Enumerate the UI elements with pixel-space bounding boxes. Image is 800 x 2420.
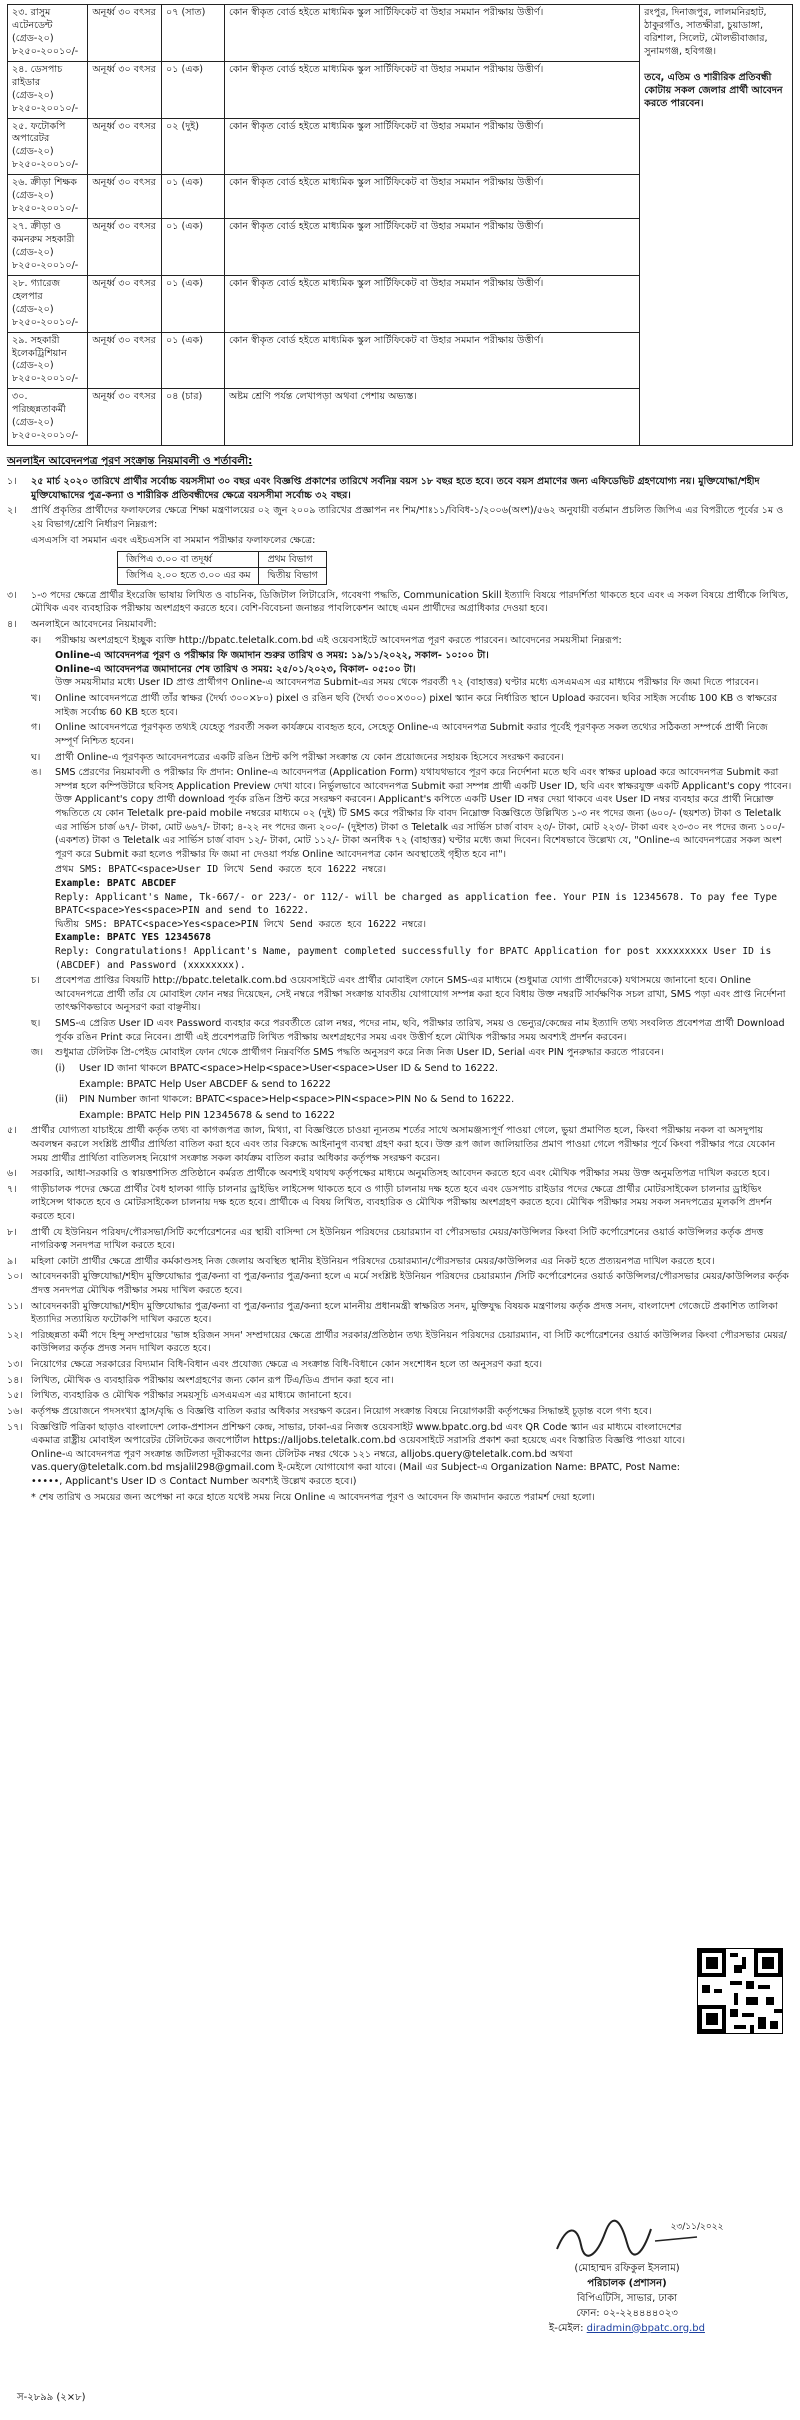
sms-2-label: দ্বিতীয় SMS: BPATC<space>Yes<space>PIN লিখে Send করতে হবে 16222 নম্বরে। [55,918,427,930]
post-age-limit: অনূর্ধ্ব ৩০ বৎসর [88,5,162,62]
sms-1-example: Example: BPATC ABCDEF [55,877,177,889]
division-cell: দ্বিতীয় বিভাগ [259,568,326,584]
rule-7: গাড়ীচালক পদের ক্ষেত্রে প্রার্থীর বৈধ হালকা গাড়ি চালনার ড্রাইভিং লাইসেন্স থাকতে হবে ও গাড়ী চালনায় দক্ষ হতে হবে এবং ডেসপাচ রাইডার পদের ক্ষেত্রে প্রার্থীর মোটরসাইকেল চালনার ড্রাইভিং লাইসেন্স থাকতে হবে ও মোটরসাইকেল চালনায় দক্ষ হতে হবে। প্রার্থীকে এ বিষয় লিখিত, ব্যবহারিক ও মৌখিক পরীক্ষায় অংশগ্রহণ করতে হবে। মৌখিক পরীক্ষার সময় সকল সনদপত্রের মূলকপি প্রদর্শন করতে হবে। [31,1183,772,1222]
signatory-designation: পরিচালক (প্রশাসন) [587,2277,667,2289]
rule-4a: পরীক্ষায় অংশগ্রহণে ইচ্ছুক ব্যক্তি http://bpatc.teletalk.com.bd এই ওয়েবসাইটে আবেদনপত্র পূরণ করতে পারবেন। আবেদনের সময়সীমা নিম্নরূপ: [55,634,622,646]
post-qualification: কোন স্বীকৃত বোর্ড হইতে মাধ্যমিক স্কুল সার্টিফিকেট বা উহার সমমান পরীক্ষায় উত্তীর্ণ। [224,332,639,389]
post-age-limit: অনূর্ধ্ব ৩০ বৎসর [88,61,162,118]
post-count: ০১ (এক) [161,275,224,332]
post-qualification: অষ্টম শ্রেণি পর্যন্ত লেখাপড়া অথবা পেশায় অভ্যস্ত। [224,389,639,446]
signatory-phone: ফোন: ০২-২২৪৪৪৪০২৩ [576,2307,678,2319]
rule-16: কর্তৃপক্ষ প্রয়োজনে পদসংখ্যা হ্রাস/বৃদ্ধি ও বিজ্ঞপ্তি বাতিল করার অধিকার সংরক্ষণ করেন। নিয়োগ সংক্রান্ত বিষয়ে নিয়োগকারী কর্তৃপক্ষের সিদ্ধান্তই চূড়ান্ত বলে গণ্য হবে। [31,1405,652,1417]
post-count: ০১ (এক) [161,219,224,276]
gpa-cell: জিপিএ ২.০০ হতে ৩.০০ এর কম [118,568,259,584]
recover-pin: PIN Number জানা থাকলে: BPATC<space>Help<space>PIN<space>PIN No & Send to 16222. [79,1094,515,1106]
post-count: ০১ (এক) [161,61,224,118]
post-count: ০১ (এক) [161,175,224,219]
post-age-limit: অনূর্ধ্ব ৩০ বৎসর [88,275,162,332]
rule-2b: এসএসসি বা সমমান এবং এইচএসসি বা সমমান পরীক্ষার ফলাফলের ক্ষেত্রে: [31,534,316,546]
signatory-name: (মোহাম্মদ রফিকুল ইসলাম) [574,2262,680,2274]
post-serial: ২৭. ক্রীড়া ও কমনরুম সহকারী (গ্রেড-২০) ৮২৫০-২০০১০/- [8,219,88,276]
email-label: ই-মেইল: [549,2322,584,2334]
rule-10: আবেদনকারী মুক্তিযোদ্ধা/শহীদ মুক্তিযোদ্ধার পুত্র/কন্যা বা পুত্র/কন্যার পুত্র/কন্যা হলে এ মর্মে সংশ্লিষ্ট ইউনিয়ন পরিষদের চেয়ারম্যান /সিটি কর্পোরেশনের ওয়ার্ড কাউন্সিলর/পৌরসভার মেয়র/কাউন্সিলর কর্তৃক প্রদত্ত সনদপত্র মৌখিক পরীক্ষার সময় দাখিল করতে হবে। [31,1271,789,1297]
rule-13: নিয়োগের ক্ষেত্রে সরকারের বিদ্যমান বিধি-বিধান এবং প্রযোজ্য ক্ষেত্রে এ সংক্রান্ত বিধি-বিধানে কোন সংশোধন হলে তা অনুসরণ করা হবে। [31,1359,543,1371]
post-serial: ২৫. ফটোকপি অপারেটর (গ্রেড-২০) ৮২৫০-২০০১০/- [8,118,88,175]
post-serial: ২৯. সহকারী ইলেকট্রিশিয়ান (গ্রেড-২০) ৮২৫০-২০০১০/- [8,332,88,389]
sms-1-reply: Reply: Applicant's Name, Tk-667/- or 223/- or 112/- will be charged as application fee. Your PIN is 12345678. To pay fee Type BPATC<space>Yes<space>PIN and send to 16222. [55,891,777,917]
sms-2-reply: Reply: Congratulations! Applicant's Name, payment completed successfully for BPATC Application for post xxxxxxxxx User ID is (ABCDEF) and Password (xxxxxxxx). [55,946,772,971]
rule-4h: শুধুমাত্র টেলিটক প্রি-পেইড মোবাইল ফোন থেকে প্রার্থীগণ নিম্নবর্ণিত SMS পদ্ধতি অনুসরণ করে নিজ নিজ User ID, Serial এবং PIN পুনরুদ্ধার করতে পারবেন। [55,1047,664,1059]
post-serial: ২৬. ক্রীড়া শিক্ষক (গ্রেড-২০) ৮২৫০-২০০১০/- [8,175,88,219]
rule-17: বিজ্ঞপ্তিটি পত্রিকা ছাড়াও বাংলাদেশ লোক-প্রশাসন প্রশিক্ষণ কেন্দ্র, সাভার, ঢাকা-এর নিজস্ব ওয়েবসাইট www.bpatc.org.bd এবং QR Code স্ক্যান এর মাধ্যমে বাংলাদেশের একমাত্র রাষ্ট্রীয় মোবাইল অপারেটর টেলিটকের জবপোর্টাল https://alljobs.teletalk.com.bd ওয়েবসাইটে সরাসরি প্রকাশ করা হয়েছে এবং বিস্তারিত বিজ্ঞপ্তি পাওয়া যাবে। Online-এ আবেদনপত্র পূরণ সংক্রান্ত জটিলতা দূরীকরণের জন্য টেলিটক নম্বর থেকে ১২১ নম্বরে, alljobs.query@teletalk.com.bd অথবা vas.query@teletalk.com.bd msjalil298@gmail.com ই-মেইলে যোগাযোগ করা যাবে। (Mail এর Subject-এ Organization Name: BPATC, Post Name: •••••, Applicant's User ID ও Contact Number অবশ্যই উল্লেখ করতে হবে।) [31,1421,686,1487]
email-link[interactable]: diradmin@bpatc.org.bd [586,2322,705,2334]
post-qualification: কোন স্বীকৃত বোর্ড হইতে মাধ্যমিক স্কুল সার্টিফিকেট বা উহার সমমান পরীক্ষায় উত্তীর্ণ। [224,118,639,175]
division-cell: প্রথম বিভাগ [259,552,326,568]
post-age-limit: অনূর্ধ্ব ৩০ বৎসর [88,332,162,389]
post-count: ০২ (দুই) [161,118,224,175]
post-age-limit: অনূর্ধ্ব ৩০ বৎসর [88,389,162,446]
rule-6: সরকারি, আধা-সরকারি ও স্বায়ত্তশাসিত প্রতিষ্ঠানে কর্মরত প্রার্থীকে অবশ্যই যথাযথ কর্তৃপক্ষের মাধ্যমে অনুমতিসহ আবেদন করতে হবে এবং মৌখিক পরীক্ষার সময় উক্ত অনুমতিপত্র দাখিল করতে হবে। [31,1168,770,1180]
rule-9: মহিলা কোটা প্রার্থীর ক্ষেত্রে প্রার্থীর কর্মকাণ্ডসহ নিজ জেলায় অবস্থিত স্থানীয় ইউনিয়ন পরিষদের চেয়ারম্যান/পৌরসভার মেয়র/কাউন্সিলর এর নিকট হতে প্রত্যয়নপত্র দাখিল করতে হবে। [31,1255,715,1267]
qr-code-image [697,1948,783,2034]
rule-4a-start: Online-এ আবেদনপত্র পূরণ ও পরীক্ষার ফি জমাদান শুরুর তারিখ ও সময়: ১৯/১১/২০২২, সকাল- ১০:০০ টা। [55,650,489,662]
rules-heading: অনলাইন আবেদনপত্র পূরণ সংক্রান্ত নিয়মাবলী ও শর্তাবলী: [7,455,253,468]
signature-block [477,2215,777,2336]
post-qualification: কোন স্বীকৃত বোর্ড হইতে মাধ্যমিক স্কুল সার্টিফিকেট বা উহার সমমান পরীক্ষায় উত্তীর্ণ। [224,175,639,219]
rule-4a-note: উক্ত সময়সীমার মধ্যে User ID প্রাপ্ত প্রার্থীগণ Online-এ আবেদনপত্র Submit-এর সময় থেকে পরবর্তী ৭২ (বাহাত্তর) ঘণ্টার মধ্যে এসএমএস এর মাধ্যমে পরীক্ষার ফি জমা দিতে পারবেন। [55,677,759,689]
post-age-limit: অনূর্ধ্ব ৩০ বৎসর [88,118,162,175]
rule-14: লিখিত, মৌখিক ও ব্যবহারিক পরীক্ষায় অংশগ্রহণের জন্য কোন রূপ টিএ/ডিএ প্রদান করা হবে না। [31,1374,394,1386]
post-count: ০৭ (সাত) [161,5,224,62]
sms-2-example: Example: BPATC YES 12345678 [55,932,211,944]
post-qualification: কোন স্বীকৃত বোর্ড হইতে মাধ্যমিক স্কুল সার্টিফিকেট বা উহার সমমান পরীক্ষায় উত্তীর্ণ। [224,219,639,276]
sms-1-label: প্রথম SMS: BPATC<space>User ID লিখে Send করতে হবে 16222 নম্বরে। [55,864,387,876]
recover-pin-example: Example: BPATC Help PIN 12345678 & send to 16222 [79,1109,336,1121]
post-count: ০১ (এক) [161,332,224,389]
rule-17-note: * শেষ তারিখ ও সময়ের জন্য অপেক্ষা না করে হাতে যথেষ্ট সময় নিয়ে Online এ আবেদনপত্র পূরণ ও আবেদন ফি জমাদান করতে পরামর্শ দেয়া হলো। [31,1491,595,1503]
rule-4-heading: অনলাইনে আবেদনের নিয়মাবলী: [31,619,157,631]
gpa-cell: জিপিএ ৩.০০ বা তদূর্ধ্ব [118,552,259,568]
recover-user-id-example: Example: BPATC Help User ABCDEF & send to 16222 [79,1078,331,1090]
post-serial: ২৩. রাসুম এটেনডেন্ট (গ্রেড-২০) ৮২৫০-২০০১০/- [8,5,88,62]
recover-user-id: User ID জানা থাকলে BPATC<space>Help<space>User<space>User ID & Send to 16222. [79,1062,499,1074]
post-age-limit: অনূর্ধ্ব ৩০ বৎসর [88,219,162,276]
post-serial: ২৮. গ্যারেজ হেলপার (গ্রেড-২০) ৮২৫০-২০০১০/- [8,275,88,332]
post-serial: ৩০. পরিচ্ছন্নতাকর্মী (গ্রেড-২০) ৮২৫০-২০০১০/- [8,389,88,446]
notice-page: ২৩. রাসুম এটেনডেন্ট (গ্রেড-২০) ৮২৫০-২০০১০/- অনূর্ধ্ব ৩০ বৎসর ০৭ (সাত) কোন স্বীকৃত বোর্ড হইতে মাধ্যমিক স্কুল সার্টিফিকেট বা উহার সমমান পরীক্ষায় উত্তীর্ণ। রংপুর, দিনাজপুর, লালমনিরহাট, ঠাকুরগাঁও, সাতক্ষীরা, চুয়াডাঙ্গা, বরিশাল, সিলেট, মৌলভীবাজার, সুনামগঞ্জ, হবিগঞ্জ। তবে, এতিম ও শারীরিক প্রতিবন্ধী কোটায় সকল জেলার প্রার্থী আবেদন করতে পারবেন। ২৪. ডেসপাচ রাইডার (গ্রেড-২০) ৮২৫০-২০০১০/- অনূর্ধ্ব ৩০ বৎসর ০১ (এক) কোন স্বীকৃত বোর্ড হইতে মাধ্যমিক স্কুল সার্টিফিকেট বা উহার সমমান পরীক্ষায় উত্তীর্ণ। ২৫. ফটোকপি অপারেটর (গ্রেড-২০) ৮২৫০-২০০১০/- অনূর্ধ্ব ৩০ বৎসর ০২ (দুই) কোন স্বীকৃত বোর্ড হইতে মাধ্যমিক স্কুল সার্টিফিকেট বা উহার সমমান পরীক্ষায় উত্তীর্ণ। ২৬. ক্রীড়া শিক্ষক (গ্রেড-২০) ৮২৫০-২০০১০/- অনূর্ধ্ব ৩০ বৎসর ০১ (এক) কোন স্বীকৃত বোর্ড হইতে মাধ্যমিক স্কুল সার্টিফিকেট বা উহার সমমান পরীক্ষায় উত্তীর্ণ। ২৭. ক্রীড়া ও কমনরুম সহকারী (গ্রেড-২০) ৮২৫০-২০০১০/- অনূর্ধ্ব ৩০ বৎসর ০১ (এক) কোন স্বীকৃত বোর্ড হইতে মাধ্যমিক স্কুল সার্টিফিকেট বা উহার সমমান পরীক্ষায় উত্তীর্ণ। ২৮. গ্যারেজ হেলপার (গ্রেড-২০) ৮২৫০-২০০১০/- অনূর্ধ্ব ৩০ বৎসর ০১ (এক) কোন স্বীকৃত বোর্ড হইতে মাধ্যমিক স্কুল সার্টিফিকেট বা উহার সমমান পরীক্ষায় উত্তীর্ণ। ২৯. সহকারী ইলেকট্রিশিয়ান (গ্রেড-২০) ৮২৫০-২০০১০/- অনূর্ধ্ব ৩০ বৎসর ০১ (এক) কোন স্বীকৃত বোর্ড হইতে মাধ্যমিক স্কুল সার্টিফিকেট বা উহার সমমান পরীক্ষায় উত্তীর্ণ। ৩০. পরিচ্ছন্নতাকর্মী (গ্রেড-২০) ৮২৫০-২০০১০/- অনূর্ধ্ব ৩০ বৎসর ০৪ (চার) অষ্টম শ্রেণি পর্যন্ত লেখাপড়া অথবা পেশায় অভ্যস্ত। অনলাইন আবেদনপত্র পূরণ সংক্রান্ত নিয়মাবলী ও শর্তাবলী: ১। ২৫ মার্চ ২০২০ তারিখে প্রার্থীর সর্বোচ্চ বয়সসীমা ৩০ বছর এবং বিজ্ঞপ্তি প্রকাশের তারিখে সর্বনিম্ন বয়স ১৮ বছর হতে হবে। তবে বয়স প্রমাণের জন্য এফিডেভিট গ্রহণযোগ্য নয়। মুক্তিযোদ্ধা/শহীদ মুক্তিযোদ্ধাদের পুত্র-কন্যা ও শারীরিক প্রতিবন্ধীদের ক্ষেত্রে বয়সসীমা সর্বোচ্চ ৩২ বছর। ২। প্রার্থি প্রকৃতির প্রার্থীদের ফলাফলের ক্ষেত্রে শিক্ষা মন্ত্রণালয়ের ০২ জুন ২০০৯ তারিখের প্রজ্ঞাপন নং শিম/শাঃ১১/বিবিধ-১/২০০৬(অংশ)/৫৬২ অনুযায়ী বর্তমান প্রচলিত জিপিএ এর বিপরীতে পূর্বের ১ম ও ২য় বিভাগ/শ্রেণি নির্ধারণ নিম্নরূপ: এসএসসি বা সমমান এবং এইচএসসি বা সমমান পরীক্ষার ফলাফলের ক্ষেত্রে: জিপিএ ৩.০০ বা তদূর্ধ্ব প্রথম বিভাগ জিপিএ ২.০০ হতে ৩.০০ এর কম দ্বিতীয় বিভাগ ৩। ১-৩ পদের ক্ষেত্রে প্রার্থীর ইংরেজি ভাষায় লিখিত ও বাচনিক, ডিজিটাল লিটারেসি, গবেষণা পদ্ধতি, Communication Skill ইত্যাদি বিষয়ে পারদর্শিতা থাকতে হবে এবং এ সকল বিষয়ে প্রার্থীকে লিখিত, মৌখিক এবং ব্যবহারিক পরীক্ষায় অংশগ্রহণ করতে হবে। বেশি-বিবেচনা জনান্তর পাবলিকেশন আছে এমন প্রার্থীদের অগ্রাধিকার দেওয়া হবে। ৪। অনলাইনে আবেদনের নিয়মাবলী: ক। পরীক্ষায় অংশগ্রহণে ইচ্ছুক ব্যক্তি http://bpatc.teletalk.com.bd এই ওয়েবসাইটে আবেদনপত্র পূরণ করতে পারবেন। আবেদনের সময়সীমা নিম্নরূপ: Online-এ আবেদনপত্র পূরণ ও পরীক্ষার ফি জমাদান শুরুর তারিখ ও সময়: ১৯/১১/২০২২, সকাল- ১০:০০ টা। Online-এ আবেদনপত্র জমাদানের শেষ তারিখ ও সময়: ২৫/০১/২০২৩, বিকাল- ০৫:০০ টা। উক্ত সময়সীমার মধ্যে User ID প্রাপ্ত প্রার্থীগণ Online-এ আবেদনপত্র Submit-এর সময় থেকে পরবর্তী ৭২ (বাহাত্তর) ঘণ্টার মধ্যে এসএমএস এর মাধ্যমে পরীক্ষার ফি জমা দিতে পারবেন। খ। Online আবেদনপত্রে প্রার্থী তাঁর স্বাক্ষর (দৈর্ঘ্য ৩০০×৮০) pixel ও রঙিন ছবি (দৈর্ঘ্য ৩০০×৩০০) pixel স্ক্যান করে নির্ধারিত স্থানে Upload করবেন। ছবির সাইজ সর্বোচ্চ 100 KB ও স্বাক্ষরের সাইজ সর্বোচ্চ 60 KB হতে হবে। গ। Online আবেদনপত্রে পূরণকৃত তথ্যই যেহেতু পরবর্তী সকল কার্যক্রমে ব্যবহৃত হবে, সেহেতু Online-এ আবেদনপত্র Submit করার পূর্বেই পূরণকৃত সকল তথ্যের সঠিকতা সম্পর্কে প্রার্থী নিজে সম্পূর্ণ নিশ্চিত হবেন। ঘ। প্রার্থী Online-এ পূরণকৃত আবেদনপত্রের একটি রঙিন প্রিন্ট কপি পরীক্ষা সংক্রান্ত যে কোন প্রয়োজনের সহায়ক হিসেবে সংরক্ষণ করবেন। ঙ। SMS প্রেরণের নিয়মাবলী ও পরীক্ষার ফি প্রদান: Online-এ আবেদনপত্র (Application Form) যথাযথভাবে পূরণ করে নির্দেশনা মতে ছবি এবং স্বাক্ষর upload করে আবেদনপত্র Submit করা সম্পন্ন হলে কম্পিউটারে ছবিসহ Application Preview দেখা যাবে। নির্ভুলভাবে আবেদনপত্র Submit করা সম্পন্ন প্রার্থী একটি User ID, ছবি এবং স্বাক্ষরযুক্ত একটি Applicant's copy পাবেন। উক্ত Applicant's copy প্রার্থী download পূর্বক রঙিন প্রিন্ট করে সংরক্ষণ করবেন। Applicant's কপিতে একটি User ID নম্বর দেয়া থাকবে এবং User ID নম্বর ব্যবহার করে প্রার্থী নিম্নোক্ত পদ্ধতিতে যে কোন Teletalk pre-paid mobile নম্বরের মাধ্যমে ০২ (দুই) টি SMS করে পরীক্ষার ফি বাবদ নিম্নোক্ত বিজ্ঞপ্তিতে উল্লিখিত ১-৩ নং পদের জন্য (৬০০/- (ছয়শত) টাকা ও Teletalk এর সার্ভিস চার্জ ৬৭/- টাকা, মোট ৬৬৭/- টাকা; ৪-২২ নং পদের জন্য ২০০/- (দুইশত) টাকা ও Teletalk এর সার্ভিস চার্জ বাবদ ২৩/- টাকা, মোট ২২৩/- টাকা এবং ২৩-৩০ নং পদের জন্য ১০০/- (একশত) টাকা ও Teletalk এর সার্ভিস চার্জ বাবদ ১২/- টাকা, মোট ১১২/- টাকা অনধিক ৭২ (বাহাত্তর) ঘণ্টার মধ্যে জমা দিবেন। বিশেষভাবে উল্লেখ্য যে, "Online-এ আবেদনপত্রের সকল অংশ পূরণ করে Submit করা হলেও পরীক্ষার ফি জমা না দেওয়া পর্যন্ত Online আবেদনপত্র কোন অবস্থাতেই গৃহীত হবে না"। প্রথম SMS: BPATC<space>User ID লিখে Send করতে হবে 16222 নম্বরে। Example: BPATC ABCDEF Reply: Applicant's Name, Tk-667/- or 223/- or 112/- will be charged as application fee. Your PIN is 12345678. To pay fee Type BPATC<space>Yes<space>PIN and send to 16222. দ্বিতীয় SMS: BPATC<space>Yes<space>PIN লিখে Send করতে হবে 16222 নম্বরে। Example: BPATC YES 12345678 Reply: Congratulations! Applicant's Name, payment completed successfully for BPATC Application for post xxxxxxxxx User ID is (ABCDEF) and Password (xxxxxxxx). চ। প্রবেশপত্র প্রাপ্তির বিষয়টি http://bpatc.teletalk.com.bd ওয়েবসাইটে এবং প্রার্থীর মোবাইল ফোনে SMS-এর মাধ্যমে (শুধুমাত্র যোগ্য প্রার্থীদেরকে) যথাসময়ে জানানো হবে। Online আবেদনপত্রে প্রার্থী তাঁর যে মোবাইল ফোন নম্বর দিয়েছেন, সেই নম্বরে পরীক্ষা সংক্রান্ত যাবতীয় যোগাযোগ সম্পন্ন করা হবে বিধায় উক্ত নম্বরটি সার্বক্ষণিক সচল রাখা, SMS পড়া এবং প্রাপ্ত নির্দেশনা তাৎক্ষণিকভাবে অনুসরণ করা বাঞ্ছনীয়। ছ। SMS-এ প্রেরিত User ID এবং Password ব্যবহার করে পরবর্তীতে রোল নম্বর, পদের নাম, ছবি, পরীক্ষার তারিখ, সময় ও ভেন্যুর/কেন্দ্রের নাম ইত্যাদি তথ্য সংবলিত প্রবেশপত্র প্রার্থী Download পূর্বক রঙিন Print করে নিবেন। প্রার্থী এই প্রবেশপত্রটি লিখিত পরীক্ষায় অংশগ্রহণের সময় এবং উত্তীর্ণ হলে মৌখিক পরীক্ষার সময় অবশ্যই প্রদর্শন করবেন। জ। শুধুমাত্র টেলিটক প্রি-পেইড মোবাইল ফোন থেকে প্রার্থীগণ নিম্নবর্ণিত SMS পদ্ধতি অনুসরণ করে নিজ নিজ User ID, Serial এবং PIN পুনরুদ্ধার করতে পারবেন। (i) User ID জানা থাকলে BPATC<space>Help<space>User<space>User ID & Send to 16222. Example: BPATC Help User ABCDEF & send to 16222 (ii) PIN Number জানা থাকলে: BPATC<space>Help<space>PIN<space>PIN No & Send to 16222. Example: BPATC Help PIN 12345678 & send to 16222 ৫। প্রার্থীর যোগ্যতা যাচাইয়ে প্রার্থী কর্তৃক তথ্য বা কাগজপত্র জাল, মিথ্যা, বা বিজ্ঞপ্তিতে চাওয়া ন্যূনতম শর্তের সাথে অসামঞ্জস্যপূর্ণ পাওয়া গেলে, ভুয়া প্রমাণিত হলে, কিংবা পরীক্ষায় নকল বা অসদুপায় অবলম্বন করলে সংশ্লিষ্ট প্রার্থীর প্রার্থিতা বাতিল করা হবে এবং তার বিরুদ্ধে আইনানুগ ব্যবস্থা গ্রহণ করা হবে। উক্ত রূপ জাল জালিয়াতির প্রমাণ পাওয়া গেলে পরীক্ষার পূর্বে কিংবা পরীক্ষার পরে যেকোন সময় প্রার্থীর প্রার্থিতা বাতিলসহ নিয়োগ সংক্রান্ত সকল কার্যক্রম বাতিল করার অধিকার কর্তৃপক্ষ সংরক্ষণ করেন। ৬। সরকারি, আধা-সরকারি ও স্বায়ত্তশাসিত প্রতিষ্ঠানে কর্মরত প্রার্থীকে অবশ্যই যথাযথ কর্তৃপক্ষের মাধ্যমে অনুমতিসহ আবেদন করতে হবে এবং মৌখিক পরীক্ষার সময় উক্ত অনুমতিপত্র দাখিল করতে হবে। ৭। গাড়ীচালক পদের ক্ষেত্রে প্রার্থীর বৈধ হালকা গাড়ি চালনার ড্রাইভিং লাইসেন্স থাকতে হবে ও গাড়ী চালনায় দক্ষ হতে হবে এবং ডেসপাচ রাইডার পদের ক্ষেত্রে প্রার্থীর মোটরসাইকেল চালনার ড্রাইভিং লাইসেন্স থাকতে হবে ও মোটরসাইকেল চালনায় দক্ষ হতে হবে। প্রার্থীকে এ বিষয় লিখিত, ব্যবহারিক ও মৌখিক পরীক্ষায় অংশগ্রহণ করতে হবে। মৌখিক পরীক্ষার সময় সকল সনদপত্রের মূলকপি প্রদর্শন করতে হবে। ৮। প্রার্থী যে ইউনিয়ন পরিষদ/পৌরসভা/সিটি কর্পোরেশনের এর স্থায়ী বাসিন্দা সে ইউনিয়ন পরিষদের চেয়ারম্যান বা পৌরসভার মেয়র/কাউন্সিলর কিংবা সিটি কর্পোরেশনের ওয়ার্ড কাউন্সিলর কর্তৃক প্রদত্ত নাগরিকত্ব সনদপত্র দাখিল করতে হবে। ৯। মহিলা কোটা প্রার্থীর ক্ষেত্রে প্রার্থীর কর্মকাণ্ডসহ নিজ জেলায় অবস্থিত স্থানীয় ইউনিয়ন পরিষদের চেয়ারম্যান/পৌরসভার মেয়র/কাউন্সিলর এর নিকট হতে প্রত্যয়নপত্র দাখিল করতে হবে। ১০। আবেদনকারী মুক্তিযোদ্ধা/শহীদ মুক্তিযোদ্ধার পুত্র/কন্যা বা পুত্র/কন্যার পুত্র/কন্যা হলে এ মর্মে সংশ্লিষ্ট ইউনিয়ন পরিষদের চেয়ারম্যান /সিটি কর্পোরেশনের ওয়ার্ড কাউন্সিলর/পৌরসভার মেয়র/কাউন্সিলর কর্তৃক প্রদত্ত সনদপত্র মৌখিক পরীক্ষার সময় দাখিল করতে হবে। ১১। আবেদনকারী মুক্তিযোদ্ধা/শহীদ মুক্তিযোদ্ধার পুত্র/কন্যা বা পুত্র/কন্যার পুত্র/কন্যা হলে মাননীয় প্রধানমন্ত্রী স্বাক্ষরিত সনদ, মুক্তিযুদ্ধ বিষয়ক মন্ত্রণালয় কর্তৃক প্রদত্ত সনদ, বাংলাদেশ গেজেটে প্রকাশিত তালিকা ইত্যাদির সত্যায়িত ফটোকপি দাখিল করতে হবে। ১২। পরিচ্ছন্নতা কর্মী পদে হিন্দু সম্প্রদায়ের 'ভাঙ্গ হরিজন সদন' সম্প্রদায়ের ক্ষেত্রে প্রার্থীর সরকার/প্রতিষ্ঠান তথ্য ইউনিয়ন পরিষদের চেয়ারম্যান, বা সিটি কর্পোরেশনের ওয়ার্ড কাউন্সিলর কিংবা পৌরসভার মেয়র/কাউন্সিলর কর্তৃক প্রদত্ত সনদ দাখিল করতে হবে। ১৩। নিয়োগের ক্ষেত্রে সরকারের বিদ্যমান বিধি-বিধান এবং প্রযোজ্য ক্ষেত্রে এ সংক্রান্ত বিধি-বিধানে কোন সংশোধন হলে তা অনুসরণ করা হবে। ১৪। লিখিত, মৌখিক ও ব্যবহারিক পরীক্ষায় অংশগ্রহণের জন্য কোন রূপ টিএ/ডিএ প্রদান করা হবে না। ১৫। লিখিত, ব্যবহারিক ও মৌখিক পরীক্ষার সময়সূচি এসএমএস এর মাধ্যমে জানানো হবে। ১৬। কর্তৃপক্ষ প্রয়োজনে পদসংখ্যা হ্রাস/বৃদ্ধি ও বিজ্ঞপ্তি বাতিল করার অধিকার সংরক্ষণ করেন। নিয়োগ সংক্রান্ত বিষয়ে নিয়োগকারী কর্তৃপক্ষের সিদ্ধান্তই চূড়ান্ত বলে গণ্য হবে। ১৭। বিজ্ঞপ্তিটি পত্রিকা ছাড়াও বাংলাদেশ লোক-প্রশাসন প্রশিক্ষণ কেন্দ্র, সাভার, ঢাকা-এর নিজস্ব ওয়েবসাইট www.bpatc.org.bd এবং QR Code স্ক্যান এর মাধ্যমে বাংলাদেশের একমাত্র রাষ্ট্রীয় মোবাইল অপারেটর টেলিটকের জবপোর্টাল https://alljobs.teletalk.com.bd ওয়েবসাইটে সরাসরি প্রকাশ করা হয়েছে এবং বিস্তারিত বিজ্ঞপ্তি পাওয়া যাবে। Online-এ আবেদনপত্র পূরণ সংক্রান্ত জটিলতা দূরীকরণের জন্য টেলিটক নম্বর থেকে ১২১ নম্বরে, alljobs.query@teletalk.com.bd অথবা vas.query@teletalk.com.bd msjalil298@gmail.com ই-মেইলে যোগাযোগ করা যাবে। (Mail এর Subject-এ Organization Name: BPATC, Post Name: •••••, Applicant's User ID ও Contact Number অবশ্যই উল্লেখ করতে হবে।) * শেষ তারিখ ও সময়ের জন্য অপেক্ষা না করে হাতে যথেষ্ট সময় নিয়ে Online এ আবেদনপত্র পূরণ ও আবেদন ফি জমাদান করতে পরামর্শ দেয়া হলো। ২৩/১১/২০২২ (মোহাম্মদ রফিকুল ইসলাম) পরিচালক (প্রশাসন) বিপিএটিসি, সাভার, ঢাকা ফোন: ০২-২২৪৪৪৪০২৩ ই-মেইল: diradmin@bpatc.org.bd স-২৮৯৯ (২×৮) [7,0,793,1504]
rule-4a-end: Online-এ আবেদনপত্র জমাদানের শেষ তারিখ ও সময়: ২৫/০১/২০২৩, বিকাল- ০৫:০০ টা। [55,663,416,675]
rule-4f: প্রবেশপত্র প্রাপ্তির বিষয়টি http://bpatc.teletalk.com.bd ওয়েবসাইটে এবং প্রার্থীর মোবাইল ফোনে SMS-এর মাধ্যমে (শুধুমাত্র যোগ্য প্রার্থীদেরকে) যথাসময়ে জানানো হবে। Online আবেদনপত্রে প্রার্থী তাঁর যে মোবাইল ফোন নম্বর দিয়েছেন, সেই নম্বরে পরীক্ষা সংক্রান্ত যাবতীয় যোগাযোগ সম্পন্ন করা হবে বিধায় উক্ত নম্বরটি সার্বক্ষণিক সচল রাখা, SMS পড়া এবং প্রাপ্ত নির্দেশনা তাৎক্ষণিকভাবে অনুসরণ করা বাঞ্ছনীয়। [55,975,786,1014]
post-serial: ২৪. ডেসপাচ রাইডার (গ্রেড-২০) ৮২৫০-২০০১০/- [8,61,88,118]
post-age-limit: অনূর্ধ্ব ৩০ বৎসর [88,175,162,219]
table-row [118,568,327,584]
rule-15: লিখিত, ব্যবহারিক ও মৌখিক পরীক্ষার সময়সূচি এসএমএস এর মাধ্যমে জানানো হবে। [31,1390,352,1402]
rule-4d: প্রার্থী Online-এ পূরণকৃত আবেদনপত্রের একটি রঙিন প্রিন্ট কপি পরীক্ষা সংক্রান্ত যে কোন প্রয়োজনের সহায়ক হিসেবে সংরক্ষণ করবেন। [55,751,564,763]
post-qualification: কোন স্বীকৃত বোর্ড হইতে মাধ্যমিক স্কুল সার্টিফিকেট বা উহার সমমান পরীক্ষায় উত্তীর্ণ। [224,275,639,332]
rule-12: পরিচ্ছন্নতা কর্মী পদে হিন্দু সম্প্রদায়ের 'ভাঙ্গ হরিজন সদন' সম্প্রদায়ের ক্ষেত্রে প্রার্থীর সরকার/প্রতিষ্ঠান তথ্য ইউনিয়ন পরিষদের চেয়ারম্যান, বা সিটি কর্পোরেশনের ওয়ার্ড কাউন্সিলর কিংবা পৌরসভার মেয়র/কাউন্সিলর কর্তৃক প্রদত্ত সনদ দাখিল করতে হবে। [31,1329,787,1355]
eligible-districts: রংপুর, দিনাজপুর, লালমনিরহাট, ঠাকুরগাঁও, সাতক্ষীরা, চুয়াডাঙ্গা, বরিশাল, সিলেট, মৌলভীবাজার, সুনামগঞ্জ, হবিগঞ্জ। তবে, এতিম ও শারীরিক প্রতিবন্ধী কোটায় সকল জেলার প্রার্থী আবেদন করতে পারবেন। [640,5,793,446]
rule-5: প্রার্থীর যোগ্যতা যাচাইয়ে প্রার্থী কর্তৃক তথ্য বা কাগজপত্র জাল, মিথ্যা, বা বিজ্ঞপ্তিতে চাওয়া ন্যূনতম শর্তের সাথে অসামঞ্জস্যপূর্ণ পাওয়া গেলে, ভুয়া প্রমাণিত হলে, কিংবা পরীক্ষায় নকল বা অসদুপায় অবলম্বন করলে সংশ্লিষ্ট প্রার্থীর প্রার্থিতা বাতিল করা হবে এবং তার বিরুদ্ধে আইনানুগ ব্যবস্থা গ্রহণ করা হবে। উক্ত রূপ জাল জালিয়াতির প্রমাণ পাওয়া গেলে পরীক্ষার পূর্বে কিংবা পরীক্ষার পরে যেকোন সময় প্রার্থীর প্রার্থিতা বাতিলসহ নিয়োগ সংক্রান্ত সকল কার্যক্রম বাতিল করার অধিকার কর্তৃপক্ষ সংরক্ষণ করেন। [31,1125,776,1164]
signatory-email-row [477,2321,777,2336]
post-qualification: কোন স্বীকৃত বোর্ড হইতে মাধ্যমিক স্কুল সার্টিফিকেট বা উহার সমমান পরীক্ষায় উত্তীর্ণ। [224,5,639,62]
rule-3: ১-৩ পদের ক্ষেত্রে প্রার্থীর ইংরেজি ভাষায় লিখিত ও বাচনিক, ডিজিটাল লিটারেসি, গবেষণা পদ্ধতি, Communication Skill ইত্যাদি বিষয়ে পারদর্শিতা থাকতে হবে এবং এ সকল বিষয়ে প্রার্থীকে লিখিত, মৌখিক এবং ব্যবহারিক পরীক্ষায় অংশগ্রহণ করতে হবে। বেশি-বিবেচনা জনান্তর পাবলিকেশন আছে এমন প্রার্থীদের অগ্রাধিকার দেওয়া হবে। [31,589,789,615]
rule-8: প্রার্থী যে ইউনিয়ন পরিষদ/পৌরসভা/সিটি কর্পোরেশনের এর স্থায়ী বাসিন্দা সে ইউনিয়ন পরিষদের চেয়ারম্যান বা পৌরসভার মেয়র/কাউন্সিলর কিংবা সিটি কর্পোরেশনের ওয়ার্ড কাউন্সিলর কর্তৃক প্রদত্ত নাগরিকত্ব সনদপত্র দাখিল করতে হবে। [31,1226,764,1252]
table-row [118,552,327,568]
signature-date: ২৩/১১/২০২২ [670,2222,724,2232]
posts-table [7,4,793,446]
qr-code-icon [698,1949,782,2033]
post-qualification: কোন স্বীকৃত বোর্ড হইতে মাধ্যমিক স্কুল সার্টিফিকেট বা উহার সমমান পরীক্ষায় উত্তীর্ণ। [224,61,639,118]
rules-section: ১। ২৫ মার্চ ২০২০ তারিখে প্রার্থীর সর্বোচ্চ বয়সসীমা ৩০ বছর এবং বিজ্ঞপ্তি প্রকাশের তারিখে সর্বনিম্ন বয়স ১৮ বছর হতে হবে। তবে বয়স প্রমাণের জন্য এফিডেভিট গ্রহণযোগ্য নয়। মুক্তিযোদ্ধা/শহীদ মুক্তিযোদ্ধাদের পুত্র-কন্যা ও শারীরিক প্রতিবন্ধীদের ক্ষেত্রে বয়সসীমা সর্বোচ্চ ৩২ বছর। ২। প্রার্থি প্রকৃতির প্রার্থীদের ফলাফলের ক্ষেত্রে শিক্ষা মন্ত্রণালয়ের ০২ জুন ২০০৯ তারিখের প্রজ্ঞাপন নং শিম/শাঃ১১/বিবিধ-১/২০০৬(অংশ)/৫৬২ অনুযায়ী বর্তমান প্রচলিত জিপিএ এর বিপরীতে পূর্বের ১ম ও ২য় বিভাগ/শ্রেণি নির্ধারণ নিম্নরূপ: এসএসসি বা সমমান এবং এইচএসসি বা সমমান পরীক্ষার ফলাফলের ক্ষেত্রে: জিপিএ ৩.০০ বা তদূর্ধ্ব প্রথম বিভাগ জিপিএ ২.০০ হতে ৩.০০ এর কম দ্বিতীয় বিভাগ ৩। ১-৩ পদের ক্ষেত্রে প্রার্থীর ইংরেজি ভাষায় লিখিত ও বাচনিক, ডিজিটাল লিটারেসি, গবেষণা পদ্ধতি, Communication Skill ইত্যাদি বিষয়ে পারদর্শিতা থাকতে হবে এবং এ সকল বিষয়ে প্রার্থীকে লিখিত, মৌখিক এবং ব্যবহারিক পরীক্ষায় অংশগ্রহণ করতে হবে। বেশি-বিবেচনা জনান্তর পাবলিকেশন আছে এমন প্রার্থীদের অগ্রাধিকার দেওয়া হবে। ৪। অনলাইনে আবেদনের নিয়মাবলী: ক। পরীক্ষায় অংশগ্রহণে ইচ্ছুক ব্যক্তি http://bpatc.teletalk.com.bd এই ওয়েবসাইটে আবেদনপত্র পূরণ করতে পারবেন। আবেদনের সময়সীমা নিম্নরূপ: Online-এ আবেদনপত্র পূরণ ও পরীক্ষার ফি জমাদান শুরুর তারিখ ও সময়: ১৯/১১/২০২২, সকাল- ১০:০০ টা। Online-এ আবেদনপত্র জমাদানের শেষ তারিখ ও সময়: ২৫/০১/২০২৩, বিকাল- ০৫:০০ টা। উক্ত সময়সীমার মধ্যে User ID প্রাপ্ত প্রার্থীগণ Online-এ আবেদনপত্র Submit-এর সময় থেকে পরবর্তী ৭২ (বাহাত্তর) ঘণ্টার মধ্যে এসএমএস এর মাধ্যমে পরীক্ষার ফি জমা দিতে পারবেন। খ। Online আবেদনপত্রে প্রার্থী তাঁর স্বাক্ষর (দৈর্ঘ্য ৩০০×৮০) pixel ও রঙিন ছবি (দৈর্ঘ্য ৩০০×৩০০) pixel স্ক্যান করে নির্ধারিত স্থানে Upload করবেন। ছবির সাইজ সর্বোচ্চ 100 KB ও স্বাক্ষরের সাইজ সর্বোচ্চ 60 KB হতে হবে। গ। Online আবেদনপত্রে পূরণকৃত তথ্যই যেহেতু পরবর্তী সকল কার্যক্রমে ব্যবহৃত হবে, সেহেতু Online-এ আবেদনপত্র Submit করার পূর্বেই পূরণকৃত সকল তথ্যের সঠিকতা সম্পর্কে প্রার্থী নিজে সম্পূর্ণ নিশ্চিত হবেন। ঘ। প্রার্থী Online-এ পূরণকৃত আবেদনপত্রের একটি রঙিন প্রিন্ট কপি পরীক্ষা সংক্রান্ত যে কোন প্রয়োজনের সহায়ক হিসেবে সংরক্ষণ করবেন। ঙ। SMS প্রেরণের নিয়মাবলী ও পরীক্ষার ফি প্রদান: Online-এ আবেদনপত্র (Application Form) যথাযথভাবে পূরণ করে নির্দেশনা মতে ছবি এবং স্বাক্ষর upload করে আবেদনপত্র Submit করা সম্পন্ন হলে কম্পিউটারে ছবিসহ Application Preview দেখা যাবে। নির্ভুলভাবে আবেদনপত্র Submit করা সম্পন্ন প্রার্থী একটি User ID, ছবি এবং স্বাক্ষরযুক্ত একটি Applicant's copy পাবেন। উক্ত Applicant's copy প্রার্থী download পূর্বক রঙিন প্রিন্ট করে সংরক্ষণ করবেন। Applicant's কপিতে একটি User ID নম্বর দেয়া থাকবে এবং User ID নম্বর ব্যবহার করে প্রার্থী নিম্নোক্ত পদ্ধতিতে যে কোন Teletalk pre-paid mobile নম্বরের মাধ্যমে ০২ (দুই) টি SMS করে পরীক্ষার ফি বাবদ নিম্নোক্ত বিজ্ঞপ্তিতে উল্লিখিত ১-৩ নং পদের জন্য (৬০০/- (ছয়শত) টাকা ও Teletalk এর সার্ভিস চার্জ ৬৭/- টাকা, মোট ৬৬৭/- টাকা; ৪-২২ নং পদের জন্য ২০০/- (দুইশত) টাকা ও Teletalk এর সার্ভিস চার্জ বাবদ ২৩/- টাকা, মোট ২২৩/- টাকা এবং ২৩-৩০ নং পদের জন্য ১০০/- (একশত) টাকা ও Teletalk এর সার্ভিস চার্জ বাবদ ১২/- টাকা, মোট ১১২/- টাকা অনধিক ৭২ (বাহাত্তর) ঘণ্টার মধ্যে জমা দিবেন। বিশেষভাবে উল্লেখ্য যে, "Online-এ আবেদনপত্রের সকল অংশ পূরণ করে Submit করা হলেও পরীক্ষার ফি জমা না দেওয়া পর্যন্ত Online আবেদনপত্র কোন অবস্থাতেই গৃহীত হবে না"। প্রথম SMS: BPATC<space>User ID লিখে Send করতে হবে 16222 নম্বরে। Example: BPATC ABCDEF Reply: Applicant's Name, Tk-667/- or 223/- or 112/- will be charged as application fee. Your PIN is 12345678. To pay fee Type BPATC<space>Yes<space>PIN and send to 16222. দ্বিতীয় SMS: BPATC<space>Yes<space>PIN লিখে Send করতে হবে 16222 নম্বরে। Example: BPATC YES 12345678 Reply: Congratulations! Applicant's Name, payment completed successfully for BPATC Application for post xxxxxxxxx User ID is (ABCDEF) and Password (xxxxxxxx). চ। প্রবেশপত্র প্রাপ্তির বিষয়টি http://bpatc.teletalk.com.bd ওয়েবসাইটে এবং প্রার্থীর মোবাইল ফোনে SMS-এর মাধ্যমে (শুধুমাত্র যোগ্য প্রার্থীদেরকে) যথাসময়ে জানানো হবে। Online আবেদনপত্রে প্রার্থী তাঁর যে মোবাইল ফোন নম্বর দিয়েছেন, সেই নম্বরে পরীক্ষা সংক্রান্ত যাবতীয় যোগাযোগ সম্পন্ন করা হবে বিধায় উক্ত নম্বরটি সার্বক্ষণিক সচল রাখা, SMS পড়া এবং প্রাপ্ত নির্দেশনা তাৎক্ষণিকভাবে অনুসরণ করা বাঞ্ছনীয়। ছ। SMS-এ প্রেরিত User ID এবং Password ব্যবহার করে পরবর্তীতে রোল নম্বর, পদের নাম, ছবি, পরীক্ষার তারিখ, সময় ও ভেন্যুর/কেন্দ্রের নাম ইত্যাদি তথ্য সংবলিত প্রবেশপত্র প্রার্থী Download পূর্বক রঙিন Print করে নিবেন। প্রার্থী এই প্রবেশপত্রটি লিখিত পরীক্ষায় অংশগ্রহণের সময় এবং উত্তীর্ণ হলে মৌখিক পরীক্ষার সময় অবশ্যই প্রদর্শন করবেন। জ। শুধুমাত্র টেলিটক প্রি-পেইড মোবাইল ফোন থেকে প্রার্থীগণ নিম্নবর্ণিত SMS পদ্ধতি অনুসরণ করে নিজ নিজ User ID, Serial এবং PIN পুনরুদ্ধার করতে পারবেন। (i) User ID জানা থাকলে BPATC<space>Help<space>User<space>User ID & Send to 16222. Example: BPATC Help User ABCDEF & send to 16222 (ii) PIN Number জানা থাকলে: BPATC<space>Help<space>PIN<space>PIN No & Send to 16222. Example: BPATC Help PIN 12345678 & send to 16222 ৫। প্রার্থীর যোগ্যতা যাচাইয়ে প্রার্থী কর্তৃক তথ্য বা কাগজপত্র জাল, মিথ্যা, বা বিজ্ঞপ্তিতে চাওয়া ন্যূনতম শর্তের সাথে অসামঞ্জস্যপূর্ণ পাওয়া গেলে, ভুয়া প্রমাণিত হলে, কিংবা পরীক্ষায় নকল বা অসদুপায় অবলম্বন করলে সংশ্লিষ্ট প্রার্থীর প্রার্থিতা বাতিল করা হবে এবং তার বিরুদ্ধে আইনানুগ ব্যবস্থা গ্রহণ করা হবে। উক্ত রূপ জাল জালিয়াতির প্রমাণ পাওয়া গেলে পরীক্ষার পূর্বে কিংবা পরীক্ষার পরে যেকোন সময় প্রার্থীর প্রার্থিতা বাতিলসহ নিয়োগ সংক্রান্ত সকল কার্যক্রম বাতিল করার অধিকার কর্তৃপক্ষ সংরক্ষণ করেন। ৬। সরকারি, আধা-সরকারি ও স্বায়ত্তশাসিত প্রতিষ্ঠানে কর্মরত প্রার্থীকে অবশ্যই যথাযথ কর্তৃপক্ষের মাধ্যমে অনুমতিসহ আবেদন করতে হবে এবং মৌখিক পরীক্ষার সময় উক্ত অনুমতিপত্র দাখিল করতে হবে। ৭। গাড়ীচালক পদের ক্ষেত্রে প্রার্থীর বৈধ হালকা গাড়ি চালনার ড্রাইভিং লাইসেন্স থাকতে হবে ও গাড়ী চালনায় দক্ষ হতে হবে এবং ডেসপাচ রাইডার পদের ক্ষেত্রে প্রার্থীর মোটরসাইকেল চালনার ড্রাইভিং লাইসেন্স থাকতে হবে ও মোটরসাইকেল চালনায় দক্ষ হতে হবে। প্রার্থীকে এ বিষয় লিখিত, ব্যবহারিক ও মৌখিক পরীক্ষায় অংশগ্রহণ করতে হবে। মৌখিক পরীক্ষার সময় সকল সনদপত্রের মূলকপি প্রদর্শন করতে হবে। ৮। প্রার্থী যে ইউনিয়ন পরিষদ/পৌরসভা/সিটি কর্পোরেশনের এর স্থায়ী বাসিন্দা সে ইউনিয়ন পরিষদের চেয়ারম্যান বা পৌরসভার মেয়র/কাউন্সিলর কিংবা সিটি কর্পোরেশনের ওয়ার্ড কাউন্সিলর কর্তৃক প্রদত্ত নাগরিকত্ব সনদপত্র দাখিল করতে হবে। ৯। মহিলা কোটা প্রার্থীর ক্ষেত্রে প্রার্থীর কর্মকাণ্ডসহ নিজ জেলায় অবস্থিত স্থানীয় ইউনিয়ন পরিষদের চেয়ারম্যান/পৌরসভার মেয়র/কাউন্সিলর এর নিকট হতে প্রত্যয়নপত্র দাখিল করতে হবে। ১০। আবেদনকারী মুক্তিযোদ্ধা/শহীদ মুক্তিযোদ্ধার পুত্র/কন্যা বা পুত্র/কন্যার পুত্র/কন্যা হলে এ মর্মে সংশ্লিষ্ট ইউনিয়ন পরিষদের চেয়ারম্যান /সিটি কর্পোরেশনের ওয়ার্ড কাউন্সিলর/পৌরসভার মেয়র/কাউন্সিলর কর্তৃক প্রদত্ত সনদপত্র মৌখিক পরীক্ষার সময় দাখিল করতে হবে। ১১। আবেদনকারী মুক্তিযোদ্ধা/শহীদ মুক্তিযোদ্ধার পুত্র/কন্যা বা পুত্র/কন্যার পুত্র/কন্যা হলে মাননীয় প্রধানমন্ত্রী স্বাক্ষরিত সনদ, মুক্তিযুদ্ধ বিষয়ক মন্ত্রণালয় কর্তৃক প্রদত্ত সনদ, বাংলাদেশ গেজেটে প্রকাশিত তালিকা ইত্যাদির সত্যায়িত ফটোকপি দাখিল করতে হবে। ১২। পরিচ্ছন্নতা কর্মী পদে হিন্দু সম্প্রদায়ের 'ভাঙ্গ হরিজন সদন' সম্প্রদায়ের ক্ষেত্রে প্রার্থীর সরকার/প্রতিষ্ঠান তথ্য ইউনিয়ন পরিষদের চেয়ারম্যান, বা সিটি কর্পোরেশনের ওয়ার্ড কাউন্সিলর কিংবা পৌরসভার মেয়র/কাউন্সিলর কর্তৃক প্রদত্ত সনদ দাখিল করতে হবে। ১৩। নিয়োগের ক্ষেত্রে সরকারের বিদ্যমান বিধি-বিধান এবং প্রযোজ্য ক্ষেত্রে এ সংক্রান্ত বিধি-বিধানে কোন সংশোধন হলে তা অনুসরণ করা হবে। ১৪। লিখিত, মৌখিক ও ব্যবহারিক পরীক্ষায় অংশগ্রহণের জন্য কোন রূপ টিএ/ডিএ প্রদান করা হবে না। ১৫। লিখিত, ব্যবহারিক ও মৌখিক পরীক্ষার সময়সূচি এসএমএস এর মাধ্যমে জানানো হবে। ১৬। কর্তৃপক্ষ প্রয়োজনে পদসংখ্যা হ্রাস/বৃদ্ধি ও বিজ্ঞপ্তি বাতিল করার অধিকার সংরক্ষণ করেন। নিয়োগ সংক্রান্ত বিষয়ে নিয়োগকারী কর্তৃপক্ষের সিদ্ধান্তই চূড়ান্ত বলে গণ্য হবে। ১৭। বিজ্ঞপ্তিটি পত্রিকা ছাড়াও বাংলাদেশ লোক-প্রশাসন প্রশিক্ষণ কেন্দ্র, সাভার, ঢাকা-এর নিজস্ব ওয়েবসাইট www.bpatc.org.bd এবং QR Code স্ক্যান এর মাধ্যমে বাংলাদেশের একমাত্র রাষ্ট্রীয় মোবাইল অপারেটর টেলিটকের জবপোর্টাল https://alljobs.teletalk.com.bd ওয়েবসাইটে সরাসরি প্রকাশ করা হয়েছে এবং বিস্তারিত বিজ্ঞপ্তি পাওয়া যাবে। Online-এ আবেদনপত্র পূরণ সংক্রান্ত জটিলতা দূরীকরণের জন্য টেলিটক নম্বর থেকে ১২১ নম্বরে, alljobs.query@teletalk.com.bd অথবা vas.query@teletalk.com.bd msjalil298@gmail.com ই-মেইলে যোগাযোগ করা যাবে। (Mail এর Subject-এ Organization Name: BPATC, Post Name: •••••, Applicant's User ID ও Contact Number অবশ্যই উল্লেখ করতে হবে।) * শেষ তারিখ ও সময়ের জন্য অপেক্ষা না করে হাতে যথেষ্ট সময় নিয়ে Online এ আবেদনপত্র পূরণ ও আবেদন ফি জমাদান করতে পরামর্শ দেয়া হলো। [7,476,792,1503]
rule-4g: SMS-এ প্রেরিত User ID এবং Password ব্যবহার করে পরবর্তীতে রোল নম্বর, পদের নাম, ছবি, পরীক্ষার তারিখ, সময় ও ভেন্যুর/কেন্দ্রের নাম ইত্যাদি তথ্য সংবলিত প্রবেশপত্র প্রার্থী Download পূর্বক রঙিন Print করে নিবেন। প্রার্থী এই প্রবেশপত্রটি লিখিত পরীক্ষায় অংশগ্রহণের সময় এবং উত্তীর্ণ হলে মৌখিক পরীক্ষার সময় অবশ্যই প্রদর্শন করবেন। [55,1018,785,1043]
rule-2: প্রার্থি প্রকৃতির প্রার্থীদের ফলাফলের ক্ষেত্রে শিক্ষা মন্ত্রণালয়ের ০২ জুন ২০০৯ তারিখের প্রজ্ঞাপন নং শিম/শাঃ১১/বিবিধ-১/২০০৬(অংশ)/৫৬২ অনুযায়ী বর্তমান প্রচলিত জিপিএ এর বিপরীতে পূর্বের ১ম ও ২য় বিভাগ/শ্রেণি নির্ধারণ নিম্নরূপ: [31,505,784,530]
rule-11: আবেদনকারী মুক্তিযোদ্ধা/শহীদ মুক্তিযোদ্ধার পুত্র/কন্যা বা পুত্র/কন্যার পুত্র/কন্যা হলে মাননীয় প্রধানমন্ত্রী স্বাক্ষরিত সনদ, মুক্তিযুদ্ধ বিষয়ক মন্ত্রণালয় কর্তৃক প্রদত্ত সনদ, বাংলাদেশ গেজেটে প্রকাশিত তালিকা ইত্যাদির সত্যায়িত ফটোকপি দাখিল করতে হবে। [31,1300,778,1326]
rule-4e: SMS প্রেরণের নিয়মাবলী ও পরীক্ষার ফি প্রদান: Online-এ আবেদনপত্র (Application Form) যথাযথভাবে পূরণ করে নির্দেশনা মতে ছবি এবং স্বাক্ষর upload করে আবেদনপত্র Submit করা সম্পন্ন হলে কম্পিউটারে ছবিসহ Application Preview দেখা যাবে। নির্ভুলভাবে আবেদনপত্র Submit করা সম্পন্ন প্রার্থী একটি User ID, ছবি এবং স্বাক্ষরযুক্ত একটি Applicant's copy পাবেন। উক্ত Applicant's copy প্রার্থী download পূর্বক রঙিন প্রিন্ট করে সংরক্ষণ করবেন। Applicant's কপিতে একটি User ID নম্বর দেয়া থাকবে এবং User ID নম্বর ব্যবহার করে প্রার্থী নিম্নোক্ত পদ্ধতিতে যে কোন Teletalk pre-paid mobile নম্বরের মাধ্যমে ০২ (দুই) টি SMS করে পরীক্ষার ফি বাবদ নিম্নোক্ত বিজ্ঞপ্তিতে উল্লিখিত ১-৩ নং পদের জন্য (৬০০/- (ছয়শত) টাকা ও Teletalk এর সার্ভিস চার্জ ৬৭/- টাকা, মোট ৬৬৭/- টাকা; ৪-২২ নং পদের জন্য ২০০/- (দুইশত) টাকা ও Teletalk এর সার্ভিস চার্জ বাবদ ২৩/- টাকা, মোট ২২৩/- টাকা এবং ২৩-৩০ নং পদের জন্য ১০০/- (একশত) টাকা ও Teletalk এর সার্ভিস চার্জ বাবদ ১২/- টাকা, মোট ১১২/- টাকা অনধিক ৭২ (বাহাত্তর) ঘণ্টার মধ্যে জমা দিবেন। বিশেষভাবে উল্লেখ্য যে, "Online-এ আবেদনপত্রের সকল অংশ পূরণ করে Submit করা হলেও পরীক্ষার ফি জমা না দেওয়া পর্যন্ত Online আবেদনপত্র কোন অবস্থাতেই গৃহীত হবে না"। [55,767,792,860]
grade-table [117,551,327,585]
rule-4b: Online আবেদনপত্রে প্রার্থী তাঁর স্বাক্ষর (দৈর্ঘ্য ৩০০×৮০) pixel ও রঙিন ছবি (দৈর্ঘ্য ৩০০×৩০০) pixel স্ক্যান করে নির্ধারিত স্থানে Upload করবেন। ছবির সাইজ সর্বোচ্চ 100 KB ও স্বাক্ষরের সাইজ সর্বোচ্চ 60 KB হতে হবে। [55,693,778,718]
signatory-office: বিপিএটিসি, সাভার, ঢাকা [577,2292,677,2304]
rule-4c: Online আবেদনপত্রে পূরণকৃত তথ্যই যেহেতু পরবর্তী সকল কার্যক্রমে ব্যবহৃত হবে, সেহেতু Online-এ আবেদনপত্র Submit করার পূর্বেই পূরণকৃত সকল তথ্যের সঠিকতা সম্পর্কে প্রার্থী নিজে সম্পূর্ণ নিশ্চিত হবেন। [55,722,768,747]
rule-1: ২৫ মার্চ ২০২০ তারিখে প্রার্থীর সর্বোচ্চ বয়সসীমা ৩০ বছর এবং বিজ্ঞপ্তি প্রকাশের তারিখে সর্বনিম্ন বয়স ১৮ বছর হতে হবে। তবে বয়স প্রমাণের জন্য এফিডেভিট গ্রহণযোগ্য নয়। মুক্তিযোদ্ধা/শহীদ মুক্তিযোদ্ধাদের পুত্র-কন্যা ও শারীরিক প্রতিবন্ধীদের ক্ষেত্রে বয়সসীমা সর্বোচ্চ ৩২ বছর। [31,476,760,501]
table-row [8,5,793,62]
post-count: ০৪ (চার) [161,389,224,446]
